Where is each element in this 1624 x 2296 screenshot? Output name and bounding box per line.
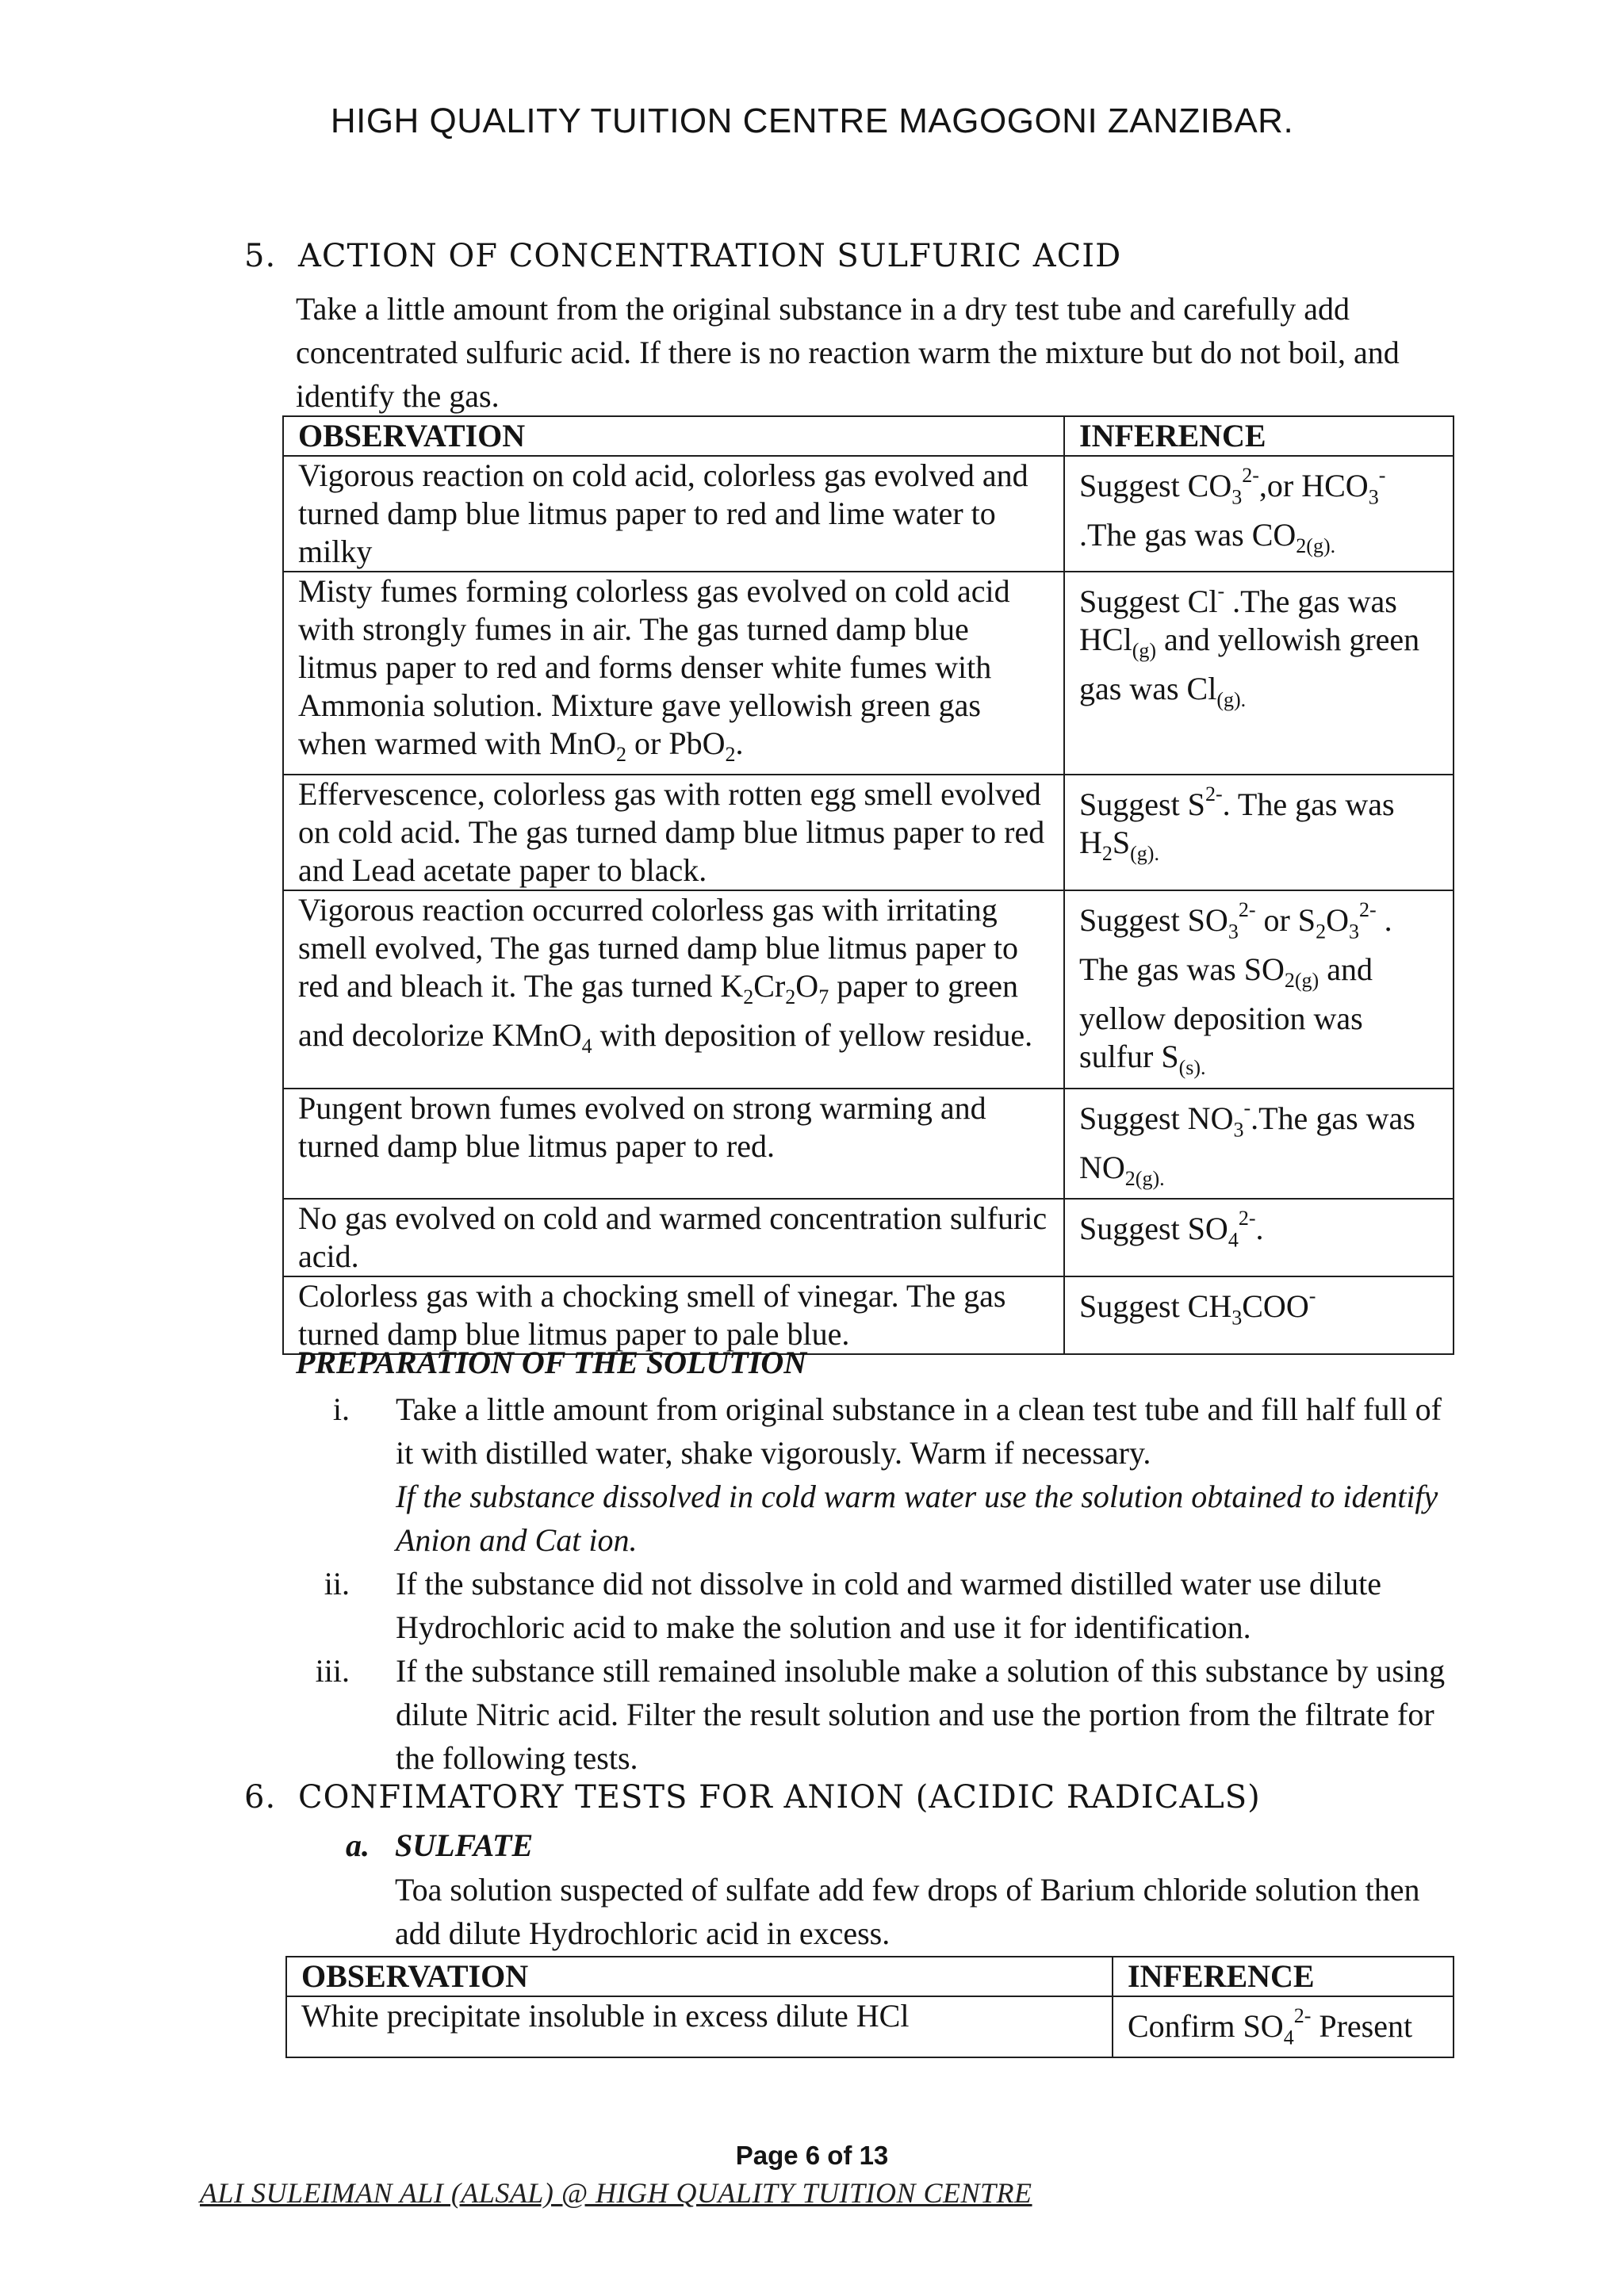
subscript: 4 xyxy=(1283,2026,1294,2049)
section-6-heading xyxy=(244,1779,1261,1816)
section-5-number: 5. xyxy=(244,238,277,274)
inference-cell: Confirm $SO_4^{2-}$ Present xyxy=(1113,1996,1454,2057)
subscript: 3 xyxy=(1348,920,1359,943)
observation-header: OBSERVATION xyxy=(283,416,1064,456)
superscript: 2- xyxy=(1238,898,1256,922)
superscript: 2- xyxy=(1242,464,1259,487)
section-5-heading xyxy=(244,238,1121,274)
inference-cell: Suggest $NO_3^-.The$ gas was $NO_{2(g).}$ xyxy=(1064,1089,1454,1199)
subscript: (g) xyxy=(1132,639,1157,663)
subscript: 7 xyxy=(818,985,829,1009)
subscript: (g). xyxy=(1130,842,1159,866)
list-item-text: If the substance did not dissolve in cold and warmed distilled water use dilute Hydrochloric acid to make the solution and use it for identification. xyxy=(396,1566,1382,1645)
subscript: (s). xyxy=(1178,1056,1206,1080)
list-numeral: iii. xyxy=(315,1653,350,1689)
table-row xyxy=(283,890,1454,1088)
list-item xyxy=(296,1562,1461,1649)
preparation-title: PREPARATION OF THE SOLUTION xyxy=(296,1345,807,1380)
inference-cell: Suggest $SO_3^{2-}$ or $S_2O_3^{2-}$ . The gas was $SO_{2(g)}$ and yellow deposition was sulfur $S_{(s).}$ xyxy=(1064,890,1454,1088)
subscript: 3 xyxy=(1228,920,1239,943)
subscript: 2 xyxy=(725,743,736,767)
list-item-text: If the substance still remained insoluble make a solution of this substance by using dilute Nitric acid. Filter the result solution and use the portion from the filtrate for the following tests. xyxy=(396,1653,1446,1776)
superscript: - xyxy=(1243,1096,1251,1119)
inference-header: INFERENCE xyxy=(1064,416,1454,456)
section-5-title: ACTION OF CONCENTRATION SULFURIC ACID xyxy=(298,238,1122,274)
list-item xyxy=(296,1387,1461,1562)
sulfate-table xyxy=(285,1956,1454,2058)
table-row xyxy=(283,775,1454,890)
list-item-text: Take a little amount from original substance in a clean test tube and fill half full of it with distilled water, shake vigorously. Warm if necessary. xyxy=(396,1391,1442,1471)
observation-cell: Vigorous reaction occurred colorless gas with irritating smell evolved, The gas turned damp blue litmus paper to red and bleach it. The gas turned $K_2Cr_2O_7$ paper to green and decolorize KMnO$_4$ with deposition of yellow residue. xyxy=(283,890,1064,1088)
subscript: 2(g). xyxy=(1296,534,1336,558)
page-number: Page 6 of 13 xyxy=(735,2141,889,2170)
list-numeral: i. xyxy=(332,1391,350,1427)
inference-cell: Suggest $CO_3^{2-},or$ $HCO_3^-$ .The gas was $CO_{2(g).}$ xyxy=(1064,456,1454,572)
footer-credit: ALI SULEIMAN ALI (ALSAL) @ HIGH QUALITY TUITION CENTRE xyxy=(200,2177,1032,2209)
sulfate-heading xyxy=(346,1827,533,1864)
subscript: 2(g) xyxy=(1284,969,1320,993)
inference-cell: Suggest $S^{2-}$. The gas was $H_2S_{(g).}$ xyxy=(1064,775,1454,890)
superscript: 2- xyxy=(1293,2004,1312,2027)
section-5-intro: Take a little amount from the original substance in a dry test tube and carefully add concentrated sulfuric acid. If there is no reaction warm the mixture but do not boil, and identify the gas. xyxy=(296,291,1400,414)
inference-cell: Suggest $SO_4^{2-}$. xyxy=(1064,1199,1454,1276)
table-row xyxy=(283,572,1454,775)
observation-cell: Colorless gas with a chocking smell of vinegar. The gas turned damp blue litmus paper to pale blue. xyxy=(283,1276,1064,1354)
sulfuric-acid-table xyxy=(282,415,1454,1355)
list-item xyxy=(296,1649,1461,1780)
table-row xyxy=(286,1996,1454,2057)
subscript: 2 xyxy=(1316,920,1327,943)
superscript: 2- xyxy=(1238,1206,1256,1230)
table-row xyxy=(283,1089,1454,1199)
superscript: - xyxy=(1217,580,1225,603)
table-row xyxy=(283,1199,1454,1276)
sulfate-instructions: Toa solution suspected of sulfate add few drops of Barium chloride solution then add dilute Hydrochloric acid in excess. xyxy=(395,1872,1420,1951)
inference-header: INFERENCE xyxy=(1113,1957,1454,1996)
observation-header: OBSERVATION xyxy=(286,1957,1113,1996)
preparation-list xyxy=(296,1387,1461,1780)
observation-cell: White precipitate insoluble in excess dilute HCl xyxy=(286,1996,1113,2057)
subscript: 3 xyxy=(1231,485,1243,509)
inference-cell: Suggest $CH_3COO^-$ xyxy=(1064,1276,1454,1354)
subscript: 2(g). xyxy=(1124,1166,1165,1190)
subscript: 2 xyxy=(743,985,754,1009)
inference-cell: Suggest Cl- .The gas was HCl$_{(g)}$ and yellowish green gas was $Cl_{(g).}$ xyxy=(1064,572,1454,775)
subscript: 2 xyxy=(1101,842,1113,866)
superscript: 2- xyxy=(1205,783,1223,806)
sulfate-label: a. xyxy=(346,1827,370,1863)
subscript: 3 xyxy=(1231,1306,1243,1330)
list-numeral: ii. xyxy=(324,1566,350,1601)
observation-cell: No gas evolved on cold and warmed concentration sulfuric acid. xyxy=(283,1199,1064,1276)
subscript: 4 xyxy=(1228,1228,1239,1252)
observation-cell: Misty fumes forming colorless gas evolved on cold acid with strongly fumes in air. The gas turned damp blue litmus paper to red and forms denser white fumes with Ammonia solution. Mixture gave yellowish green gas when warmed with MnO$_2$ or PbO$_2$. xyxy=(283,572,1064,775)
superscript: 2- xyxy=(1358,898,1377,922)
subscript: 3 xyxy=(1233,1117,1244,1141)
superscript: - xyxy=(1378,464,1386,487)
subscript: 3 xyxy=(1368,485,1379,509)
observation-cell: Effervescence, colorless gas with rotten egg smell evolved on cold acid. The gas turned damp blue litmus paper to red and Lead acetate paper to black. xyxy=(283,775,1064,890)
subscript: 2 xyxy=(785,985,796,1009)
page-header: HIGH QUALITY TUITION CENTRE MAGOGONI ZANZIBAR. xyxy=(330,101,1294,140)
observation-cell: Pungent brown fumes evolved on strong warming and turned damp blue litmus paper to red. xyxy=(283,1089,1064,1199)
subscript: 4 xyxy=(581,1035,592,1058)
section-6-title: CONFIMATORY TESTS FOR ANION (ACIDIC RADICALS) xyxy=(298,1779,1261,1816)
superscript: - xyxy=(1308,1284,1316,1307)
sulfate-title: SULFATE xyxy=(395,1827,534,1863)
subscript: (g). xyxy=(1216,688,1247,712)
list-item-note: If the substance dissolved in cold warm water use the solution obtained to identify Anion and Cat ion. xyxy=(396,1479,1438,1558)
subscript: 2 xyxy=(616,743,627,767)
section-6-number: 6. xyxy=(244,1779,277,1816)
observation-cell: Vigorous reaction on cold acid, colorless gas evolved and turned damp blue litmus paper to red and lime water to milky xyxy=(283,456,1064,572)
table-row xyxy=(283,456,1454,572)
table-row xyxy=(283,1276,1454,1354)
